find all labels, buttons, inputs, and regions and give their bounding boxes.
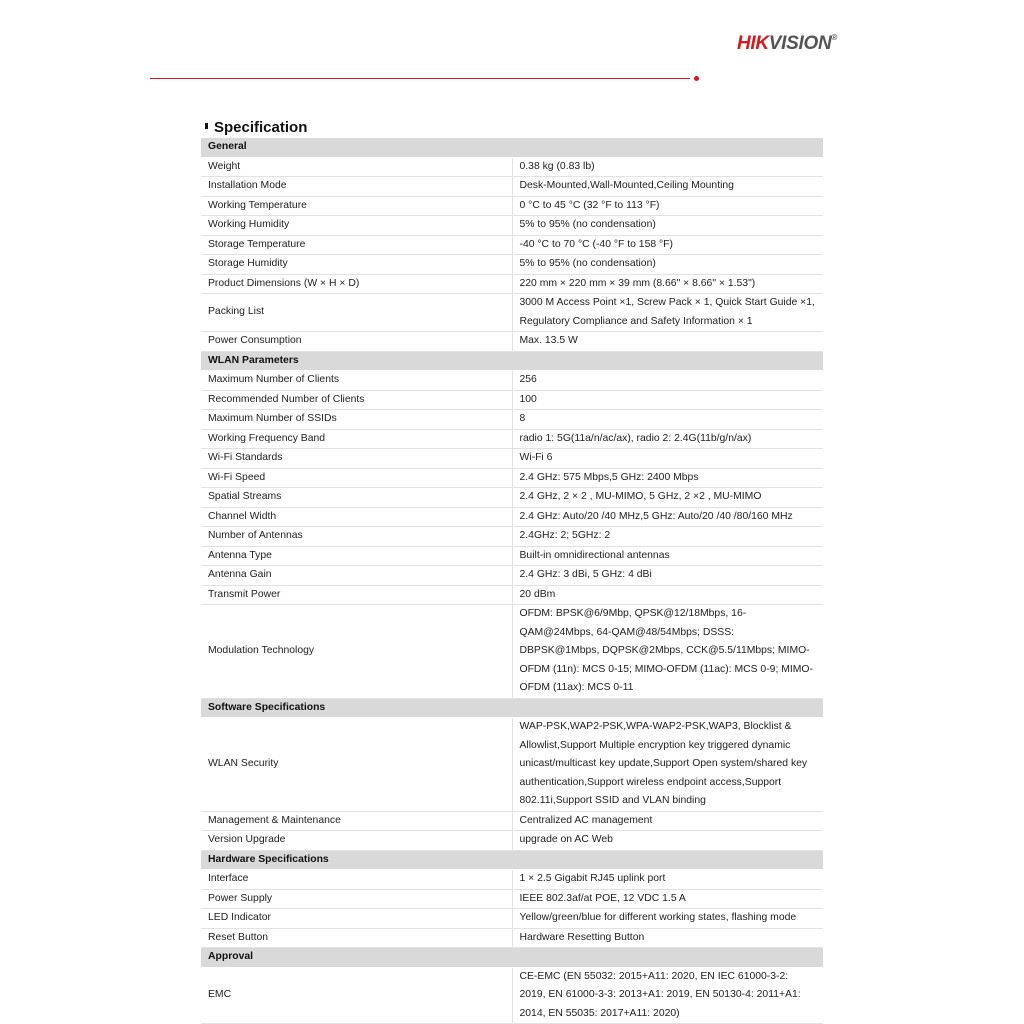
spec-row bbox=[201, 274, 823, 294]
spec-row bbox=[201, 157, 823, 177]
spec-row bbox=[201, 429, 823, 449]
spec-row bbox=[201, 371, 823, 391]
spec-row bbox=[201, 390, 823, 410]
spec-row bbox=[201, 410, 823, 430]
spec-value: Desk-Mounted,Wall-Mounted,Ceiling Mounting bbox=[512, 177, 823, 197]
spec-value: upgrade on AC Web bbox=[512, 831, 823, 851]
spec-row bbox=[201, 566, 823, 586]
spec-key: Channel Width bbox=[201, 507, 512, 527]
spec-key: Packing List bbox=[201, 294, 512, 332]
spec-key: WLAN Security bbox=[201, 718, 512, 812]
spec-key: Weight bbox=[201, 157, 512, 177]
spec-value: IEEE 802.3af/at POE, 12 VDC 1.5 A bbox=[512, 889, 823, 909]
spec-key: LED Indicator bbox=[201, 909, 512, 929]
hikvision-logo bbox=[737, 33, 837, 55]
page-title bbox=[205, 119, 307, 136]
spec-key: Working Humidity bbox=[201, 216, 512, 236]
spec-row bbox=[201, 488, 823, 508]
spec-row bbox=[201, 294, 823, 332]
spec-key: Management & Maintenance bbox=[201, 811, 512, 831]
spec-value: 3000 M Access Point ×1, Screw Pack × 1, Quick Start Guide ×1, Regulatory Compliance and Safety Information × 1 bbox=[512, 294, 823, 332]
section-header: Software Specifications bbox=[201, 698, 823, 718]
spec-row bbox=[201, 811, 823, 831]
spec-row bbox=[201, 546, 823, 566]
logo-hik: HIK bbox=[736, 33, 769, 54]
spec-value: 5% to 95% (no condensation) bbox=[512, 216, 823, 236]
spec-row bbox=[201, 468, 823, 488]
section-header-row bbox=[201, 698, 823, 718]
header-divider bbox=[150, 78, 690, 79]
spec-row bbox=[201, 718, 823, 812]
spec-value: CE-EMC (EN 55032: 2015+A11: 2020, EN IEC 61000-3-2: 2019, EN 61000-3-3: 2013+A1: 2019, EN 50130-4: 2011+A1: 2014, EN 55035: 2017+A11: 2020) bbox=[512, 967, 823, 1024]
spec-row bbox=[201, 235, 823, 255]
spec-row bbox=[201, 928, 823, 948]
section-header: General bbox=[201, 138, 823, 157]
spec-row bbox=[201, 177, 823, 197]
spec-row bbox=[201, 255, 823, 275]
section-header: Hardware Specifications bbox=[201, 850, 823, 870]
spec-row bbox=[201, 889, 823, 909]
section-header: Approval bbox=[201, 948, 823, 968]
spec-key: Wi-Fi Standards bbox=[201, 449, 512, 469]
spec-key: Antenna Gain bbox=[201, 566, 512, 586]
spec-key: Reset Button bbox=[201, 928, 512, 948]
spec-key: Power Supply bbox=[201, 889, 512, 909]
spec-value: Wi-Fi 6 bbox=[512, 449, 823, 469]
spec-key: Working Temperature bbox=[201, 196, 512, 216]
title-bullet-icon bbox=[205, 123, 208, 129]
spec-key: Recommended Number of Clients bbox=[201, 390, 512, 410]
spec-value: 0 °C to 45 °C (32 °F to 113 °F) bbox=[512, 196, 823, 216]
spec-key: EMC bbox=[201, 967, 512, 1024]
section-header-row bbox=[201, 948, 823, 968]
spec-value: radio 1: 5G(11a/n/ac/ax), radio 2: 2.4G(11b/g/n/ax) bbox=[512, 429, 823, 449]
spec-key: Working Frequency Band bbox=[201, 429, 512, 449]
specification-table bbox=[201, 138, 823, 1024]
spec-key: Version Upgrade bbox=[201, 831, 512, 851]
spec-row bbox=[201, 527, 823, 547]
spec-value: WAP-PSK,WAP2-PSK,WPA-WAP2-PSK,WAP3, Blocklist & Allowlist,Support Multiple encryption key triggered dynamic unicast/multicast key update,Support Open system/shared key authentication,Support wireless endpoint access,Support 802.11i,Support SSID and VLAN binding bbox=[512, 718, 823, 812]
spec-key: Number of Antennas bbox=[201, 527, 512, 547]
spec-key: Power Consumption bbox=[201, 332, 512, 352]
spec-key: Maximum Number of Clients bbox=[201, 371, 512, 391]
spec-row bbox=[201, 449, 823, 469]
spec-value: Built-in omnidirectional antennas bbox=[512, 546, 823, 566]
section-header-row bbox=[201, 850, 823, 870]
spec-key: Storage Temperature bbox=[201, 235, 512, 255]
spec-row bbox=[201, 196, 823, 216]
spec-row bbox=[201, 507, 823, 527]
spec-value: 256 bbox=[512, 371, 823, 391]
spec-key: Interface bbox=[201, 870, 512, 890]
spec-row bbox=[201, 585, 823, 605]
spec-value: 2.4 GHz, 2 × 2 , MU-MIMO, 5 GHz, 2 ×2 , MU-MIMO bbox=[512, 488, 823, 508]
spec-value: 220 mm × 220 mm × 39 mm (8.66" × 8.66" × 1.53") bbox=[512, 274, 823, 294]
spec-value: 2.4GHz: 2; 5GHz: 2 bbox=[512, 527, 823, 547]
spec-key: Installation Mode bbox=[201, 177, 512, 197]
spec-row bbox=[201, 967, 823, 1024]
spec-value: 100 bbox=[512, 390, 823, 410]
spec-key: Antenna Type bbox=[201, 546, 512, 566]
spec-row bbox=[201, 216, 823, 236]
spec-row bbox=[201, 831, 823, 851]
section-header: WLAN Parameters bbox=[201, 351, 823, 371]
section-header-row bbox=[201, 138, 823, 157]
spec-value: 0.38 kg (0.83 lb) bbox=[512, 157, 823, 177]
spec-value: Hardware Resetting Button bbox=[512, 928, 823, 948]
spec-value: 2.4 GHz: 575 Mbps,5 GHz: 2400 Mbps bbox=[512, 468, 823, 488]
spec-key: Modulation Technology bbox=[201, 605, 512, 699]
spec-value: OFDM: BPSK@6/9Mbp, QPSK@12/18Mbps, 16-QAM@24Mbps, 64-QAM@48/54Mbps; DSSS: DBPSK@1Mbps, DQPSK@2Mbps, CCK@5.5/11Mbps; MIMO-OFDM (11n): MCS 0-15; MIMO-OFDM (11ac): MCS 0-9; MIMO-OFDM (11ax): MCS 0-11 bbox=[512, 605, 823, 699]
spec-key: Transmit Power bbox=[201, 585, 512, 605]
spec-row bbox=[201, 870, 823, 890]
page-title-text: Specification bbox=[214, 119, 308, 136]
header-divider-dot bbox=[694, 76, 699, 81]
spec-value: 1 × 2.5 Gigabit RJ45 uplink port bbox=[512, 870, 823, 890]
spec-row bbox=[201, 909, 823, 929]
spec-value: Yellow/green/blue for different working states, flashing mode bbox=[512, 909, 823, 929]
spec-key: Spatial Streams bbox=[201, 488, 512, 508]
spec-value: 2.4 GHz: Auto/20 /40 MHz,5 GHz: Auto/20 /40 /80/160 MHz bbox=[512, 507, 823, 527]
spec-row bbox=[201, 332, 823, 352]
spec-value: Centralized AC management bbox=[512, 811, 823, 831]
spec-key: Storage Humidity bbox=[201, 255, 512, 275]
spec-value: 20 dBm bbox=[512, 585, 823, 605]
logo-vision: VISION bbox=[768, 33, 832, 54]
spec-value: 8 bbox=[512, 410, 823, 430]
section-header-row bbox=[201, 351, 823, 371]
spec-value: Max. 13.5 W bbox=[512, 332, 823, 352]
spec-value: -40 °C to 70 °C (-40 °F to 158 °F) bbox=[512, 235, 823, 255]
logo-registered-mark: ® bbox=[831, 33, 837, 42]
spec-value: 5% to 95% (no condensation) bbox=[512, 255, 823, 275]
spec-key: Maximum Number of SSIDs bbox=[201, 410, 512, 430]
specification-table-body bbox=[201, 138, 823, 1024]
spec-key: Wi-Fi Speed bbox=[201, 468, 512, 488]
spec-value: 2.4 GHz: 3 dBi, 5 GHz: 4 dBi bbox=[512, 566, 823, 586]
spec-row bbox=[201, 605, 823, 699]
spec-key: Product Dimensions (W × H × D) bbox=[201, 274, 512, 294]
